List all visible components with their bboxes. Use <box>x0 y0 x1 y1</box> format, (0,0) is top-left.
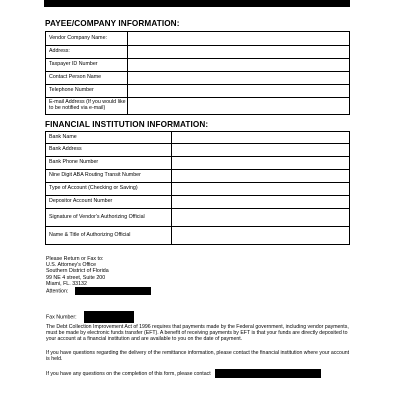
fax-redaction <box>84 311 134 323</box>
depositor-account-field[interactable] <box>172 196 350 209</box>
routing-number-field[interactable] <box>172 170 350 183</box>
bank-phone-label: Bank Phone Number <box>46 157 172 170</box>
contact-redaction <box>215 369 321 378</box>
table-row <box>46 183 350 196</box>
bank-phone-field[interactable] <box>172 157 350 170</box>
vendor-company-name-field[interactable] <box>128 32 350 46</box>
vendor-company-name-label: Vendor Company Name: <box>46 32 128 46</box>
routing-number-label: Nine Digit ABA Routing Transit Number <box>46 170 172 183</box>
bank-info-table <box>45 131 350 245</box>
table-row <box>46 98 350 115</box>
bank-name-field[interactable] <box>172 132 350 144</box>
table-row <box>46 132 350 144</box>
table-row <box>46 157 350 170</box>
office-name: U.S. Attorney's Office <box>46 262 97 269</box>
address-label: Address: <box>46 46 128 59</box>
district-name: Southern District of Florida <box>46 268 109 275</box>
attention-line <box>46 287 151 295</box>
vendor-signature-field[interactable] <box>172 209 350 227</box>
table-row <box>46 144 350 157</box>
completion-paragraph <box>46 369 352 378</box>
header-redaction-bar <box>44 0 350 7</box>
remittance-paragraph: If you have questions regarding the delivery of the remittance information, please contact the financial institution where your account is held. <box>46 350 350 363</box>
depositor-account-label: Depositor Account Number <box>46 196 172 209</box>
contact-person-field[interactable] <box>128 72 350 85</box>
completion-text: If you have any questions on the completion of this form, please contact <box>46 370 211 377</box>
email-address-label: E-mail Address (If you would like to be notified via e-mail) <box>46 98 128 115</box>
telephone-number-field[interactable] <box>128 85 350 98</box>
vendor-signature-label: Signature of Vendor's Authorizing Official <box>46 209 172 227</box>
return-instruction: Please Return or Fax to: <box>46 256 104 262</box>
address-field[interactable] <box>128 46 350 59</box>
table-row <box>46 32 350 46</box>
bank-section-title: FINANCIAL INSTITUTION INFORMATION: <box>45 120 209 129</box>
table-row <box>46 72 350 85</box>
official-name-title-label: Name & Title of Authorizing Official <box>46 227 172 245</box>
city-state-zip: Miami, FL. 33132 <box>46 280 87 287</box>
table-row <box>46 196 350 209</box>
email-address-field[interactable] <box>128 98 350 115</box>
bank-address-label: Bank Address <box>46 144 172 157</box>
taxpayer-id-label: Taxpayer ID Number <box>46 59 128 72</box>
bank-name-label: Bank Name <box>46 132 172 144</box>
debt-collection-paragraph: The Debt Collection Improvement Act of 1996 requires that payments made by the Federal government, including vendor payments, must be made by electronic funds transfer (EFT). A benefit of receiving payments by EFT is that your funds are directly deposited to your account at a financial institution and are available to you on the date of payment. <box>46 324 349 343</box>
payee-info-table <box>45 31 350 115</box>
fax-line <box>46 311 134 323</box>
table-row <box>46 46 350 59</box>
street-address: 99 NE 4 street, Suite 200 <box>46 274 106 281</box>
payee-section-title: PAYEE/COMPANY INFORMATION: <box>45 19 180 28</box>
contact-person-label: Contact Person Name <box>46 72 128 85</box>
telephone-number-label: Telephone Number <box>46 85 128 98</box>
bank-address-field[interactable] <box>172 144 350 157</box>
attention-redaction <box>75 287 151 295</box>
account-type-label: Type of Account (Checking or Saving) <box>46 183 172 196</box>
table-row <box>46 209 350 227</box>
account-type-field[interactable] <box>172 183 350 196</box>
return-address-block <box>46 256 151 295</box>
attention-label: Attention: <box>46 288 69 295</box>
table-row <box>46 170 350 183</box>
table-row <box>46 59 350 72</box>
fax-label: Fax Number: <box>46 314 77 321</box>
table-row <box>46 227 350 245</box>
table-row <box>46 85 350 98</box>
taxpayer-id-field[interactable] <box>128 59 350 72</box>
official-name-title-field[interactable] <box>172 227 350 245</box>
